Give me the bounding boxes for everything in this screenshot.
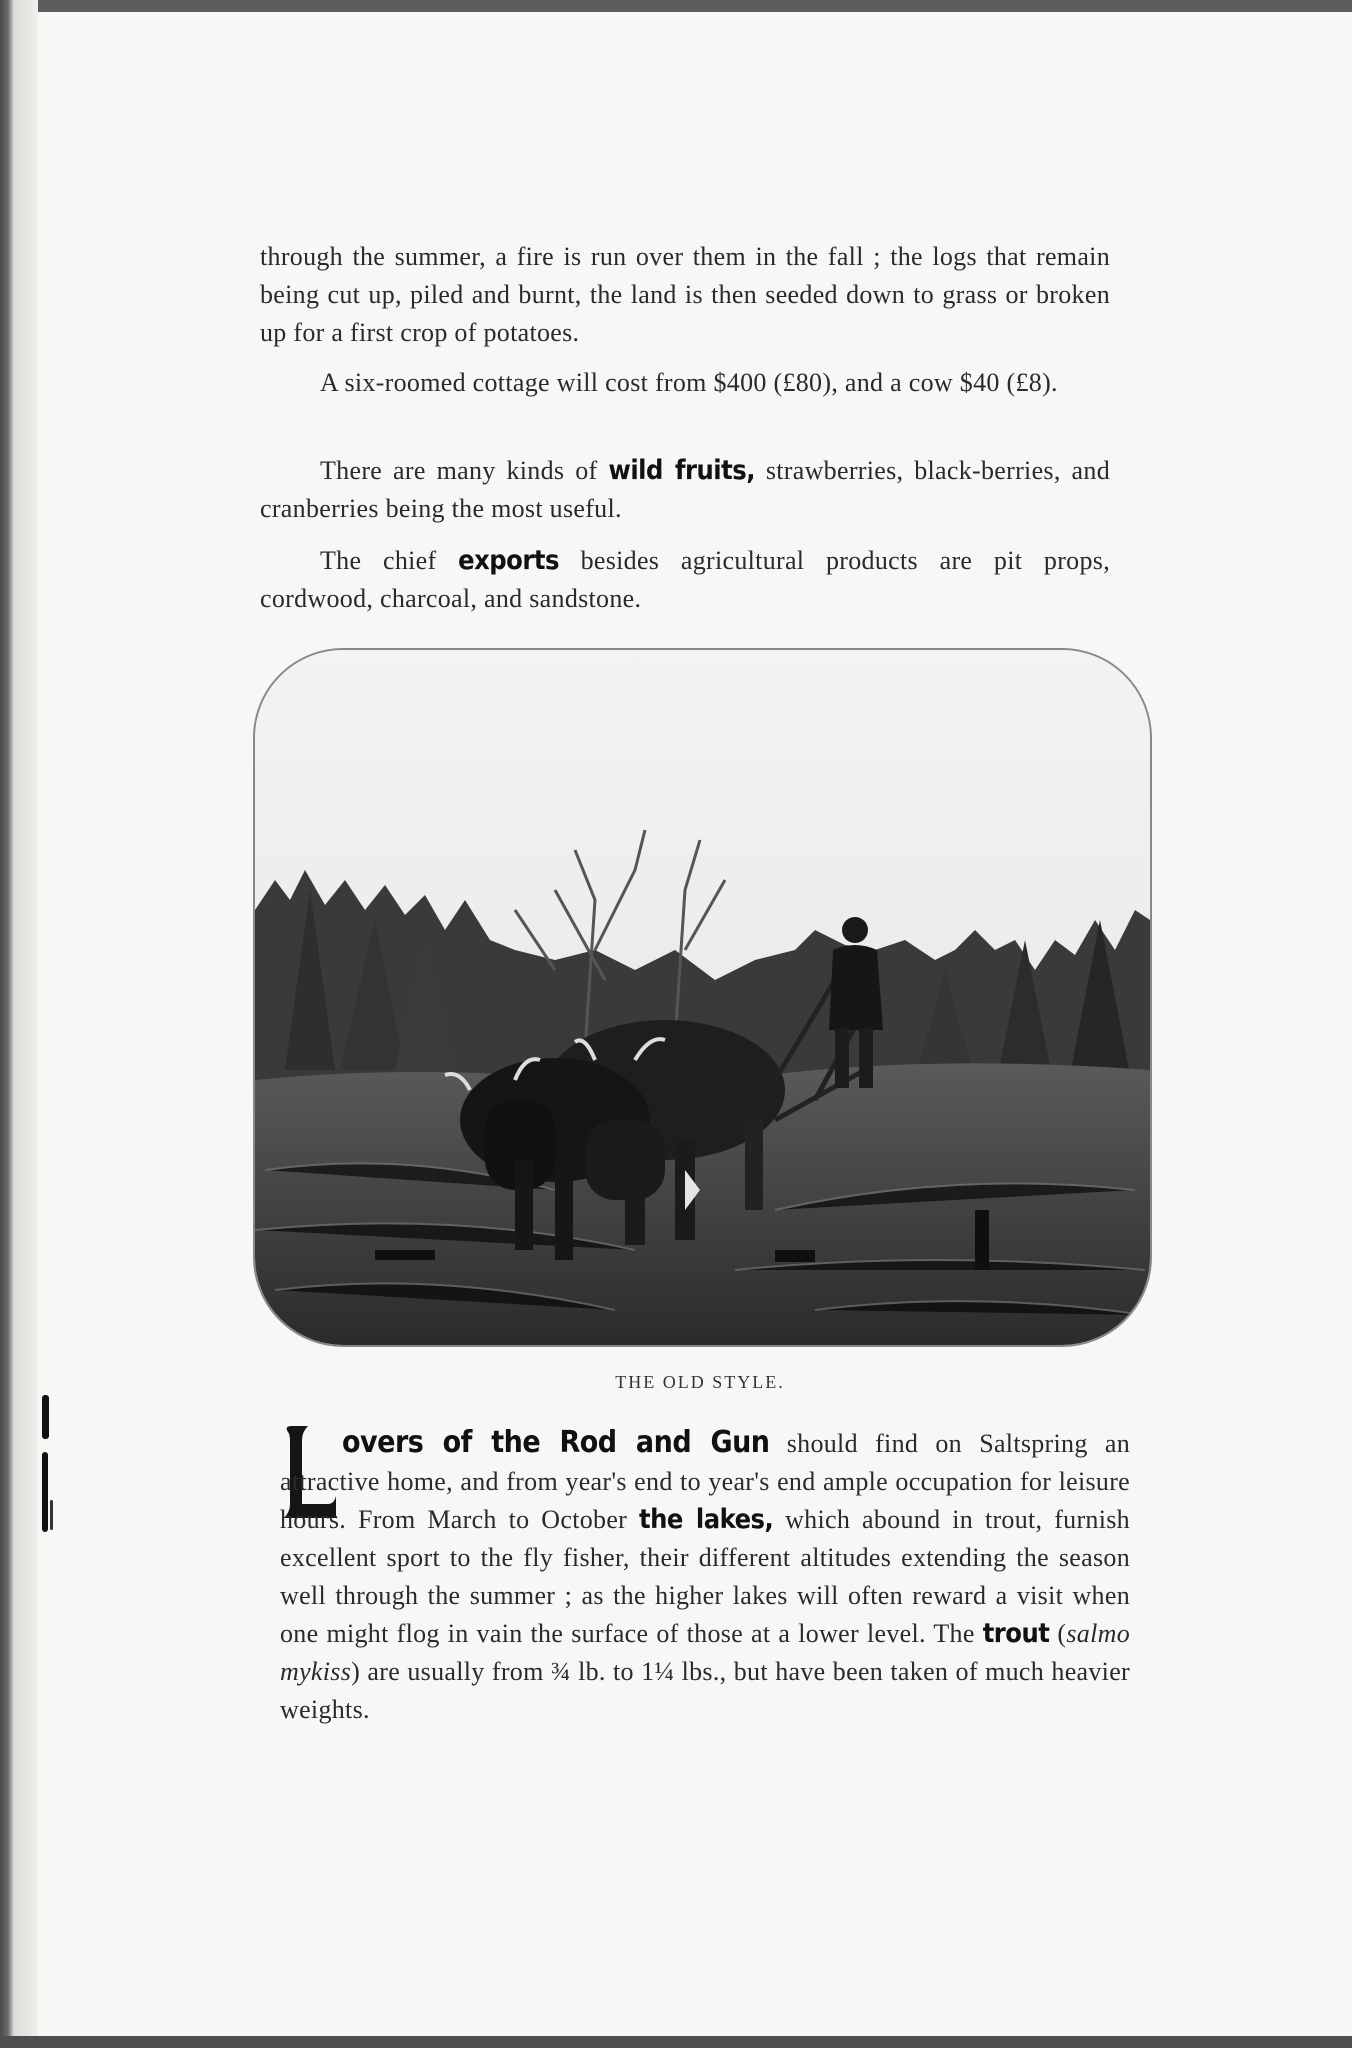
highlight-exports: exports — [458, 545, 559, 576]
paragraph-text: through the summer, a fire is run over them in the fall ; the logs that remain being cut up, piled and burnt, the land is then seeded down to grass or broken up for a first crop of potatoes. — [260, 242, 1110, 347]
paragraph-rod-and-gun — [280, 1424, 1130, 1729]
photo-caption: THE OLD STYLE. — [615, 1372, 785, 1392]
paragraph-cottage-cost — [260, 364, 1110, 402]
paragraph-text: which abound in trout, furnish excellent sport to the fly fisher, their different altitudes extending the season well through the summer ; as the higher lakes will often reward a visit when one might flog in vain the surface of those at a lower level. The — [280, 1505, 1130, 1648]
highlight-trout: trout — [982, 1618, 1050, 1649]
binding-mark — [42, 1452, 48, 1532]
highlight-the-lakes: the lakes, — [639, 1504, 774, 1535]
scan-top-edge — [0, 0, 1352, 12]
highlight-wild-fruits: wild fruits, — [608, 455, 755, 486]
photograph-oxen-plowing — [253, 648, 1152, 1347]
paragraph-text: besides agricultural products are pit props, cordwood, charcoal, and sandstone. — [260, 546, 1110, 613]
paragraph-text: strawberries, black-berries, and cranberries being the most useful. — [260, 456, 1110, 523]
scan-bottom-edge — [0, 2036, 1352, 2048]
paragraph-wild-fruits — [260, 452, 1110, 528]
paragraph-text: ( — [1049, 1619, 1067, 1648]
paragraph-land-clearing — [260, 238, 1110, 352]
paragraph-text: The chief — [320, 546, 459, 575]
highlight-rod-and-gun: overs of the Rod and Gun — [342, 1425, 770, 1460]
paragraph-text: ) are usually from ¾ lb. to 1¼ lbs., but have been taken of much heavier weights. — [280, 1657, 1130, 1724]
paragraph-exports — [260, 542, 1110, 618]
paragraph-text: should find on Saltspring an attractive home, and from year's end to year's end ample occupation for leisure hours. From March to October — [280, 1429, 1130, 1534]
scan-binding-edge — [0, 0, 38, 2048]
binding-mark — [42, 1395, 49, 1439]
binding-mark — [50, 1500, 53, 1530]
paragraph-text: A six-roomed cottage will cost from $400 (£80), and a cow $40 (£8). — [320, 368, 1058, 397]
photo-illustration — [255, 650, 1150, 1345]
paragraph-text: There are many kinds of — [320, 456, 609, 485]
latin-species-name: salmo mykiss — [280, 1619, 1130, 1686]
